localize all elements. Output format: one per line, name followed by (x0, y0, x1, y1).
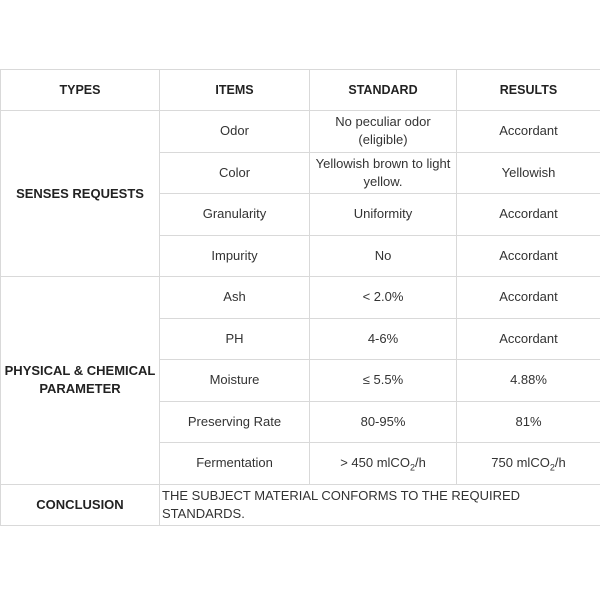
result-cell: Accordant (457, 194, 600, 236)
result-cell: 4.88% (457, 360, 600, 402)
group-physical-chemical-parameter: PHYSICAL & CHEMICAL PARAMETER (1, 277, 160, 485)
result-cell: 81% (457, 401, 600, 443)
header-row (1, 70, 600, 111)
standard-subscript: 2 (409, 462, 415, 473)
result-cell: Accordant (457, 277, 600, 319)
item-cell: Granularity (160, 194, 310, 236)
result-cell: Accordant (457, 235, 600, 277)
result-cell: Yellowish (457, 152, 600, 194)
standard-cell: No (310, 235, 457, 277)
standard-cell: ≤ 5.5% (310, 360, 457, 402)
header-results: RESULTS (457, 70, 600, 111)
standard-cell: < 2.0% (310, 277, 457, 319)
conclusion-label: CONCLUSION (1, 484, 160, 525)
item-cell: Moisture (160, 360, 310, 402)
specification-table (0, 69, 600, 526)
conclusion-row (1, 484, 600, 525)
item-cell: Color (160, 152, 310, 194)
item-cell: Odor (160, 111, 310, 153)
result-cell (457, 443, 600, 485)
standard-cell: 4-6% (310, 318, 457, 360)
standard-cell: No peculiar odor (eligible) (310, 111, 457, 153)
item-cell: Ash (160, 277, 310, 319)
result-cell: Accordant (457, 318, 600, 360)
item-cell: Fermentation (160, 443, 310, 485)
header-items: ITEMS (160, 70, 310, 111)
standard-cell (310, 443, 457, 485)
standard-cell: Yellowish brown to light yellow. (310, 152, 457, 194)
result-subscript: 2 (549, 462, 555, 473)
item-cell: Preserving Rate (160, 401, 310, 443)
item-cell: PH (160, 318, 310, 360)
result-cell: Accordant (457, 111, 600, 153)
standard-suffix: /h (414, 455, 426, 471)
group-senses-requests: SENSES REQUESTS (1, 111, 160, 277)
table-row (1, 277, 600, 319)
standard-cell: Uniformity (310, 194, 457, 236)
header-standard: STANDARD (310, 70, 457, 111)
result-suffix: /h (554, 455, 566, 471)
item-cell: Impurity (160, 235, 310, 277)
standard-cell: 80-95% (310, 401, 457, 443)
result-prefix: 750 mlCO (491, 455, 550, 471)
header-types: TYPES (1, 70, 160, 111)
conclusion-text: THE SUBJECT MATERIAL CONFORMS TO THE REQUIRED STANDARDS. (160, 484, 600, 525)
standard-prefix: > 450 mlCO (340, 455, 410, 471)
table-row (1, 111, 600, 153)
